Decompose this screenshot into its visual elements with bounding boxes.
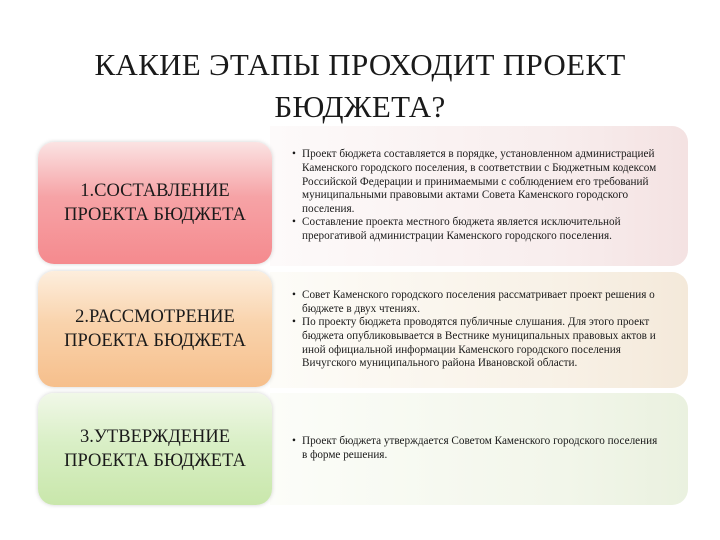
stage-1-list bbox=[292, 148, 662, 243]
page-title: КАКИЕ ЭТАПЫ ПРОХОДИТ ПРОЕКТ БЮДЖЕТА? bbox=[94, 47, 626, 124]
list-item: • Составление проекта местного бюджета является исключительной прерогативой администрации Каменского городского поселения. bbox=[292, 216, 662, 243]
stage-2-label-box bbox=[38, 271, 272, 387]
stage-2-label: 2.РАССМОТРЕНИЕ ПРОЕКТА БЮДЖЕТА bbox=[64, 307, 246, 351]
stage-3-list bbox=[292, 435, 662, 462]
list-item: • Совет Каменского городского поселения рассматривает проект решения о бюджете в двух чтениях. bbox=[292, 289, 662, 316]
list-item: • Проект бюджета составляется в порядке, установленном администрацией Каменского городского поселения, в соответствии с Бюджетным кодексом Российской Федерации и принимаемыми с соблюдением его требований муниципальными правовыми актами Совета Каменского городского поселения. bbox=[292, 148, 662, 216]
stage-3-label: 3.УТВЕРЖДЕНИЕ ПРОЕКТА БЮДЖЕТА bbox=[64, 427, 246, 471]
list-item: • Проект бюджета утверждается Советом Каменского городского поселения в форме решения. bbox=[292, 435, 662, 462]
stage-3-label-box bbox=[38, 393, 272, 505]
stage-1-description bbox=[270, 126, 688, 266]
list-item: • По проекту бюджета проводятся публичные слушания. Для этого проект бюджета опубликовывается в Вестнике муниципальных правовых актов и иной официальной информации Каменского городского поселения Вичугского муниципального района Ивановской области. bbox=[292, 316, 662, 370]
stage-2-list bbox=[292, 289, 662, 371]
stage-3-description bbox=[270, 393, 688, 505]
stage-2-description bbox=[270, 272, 688, 388]
stage-1-label-box bbox=[38, 142, 272, 264]
stage-1-label: 1.СОСТАВЛЕНИЕ ПРОЕКТА БЮДЖЕТА bbox=[64, 181, 246, 225]
